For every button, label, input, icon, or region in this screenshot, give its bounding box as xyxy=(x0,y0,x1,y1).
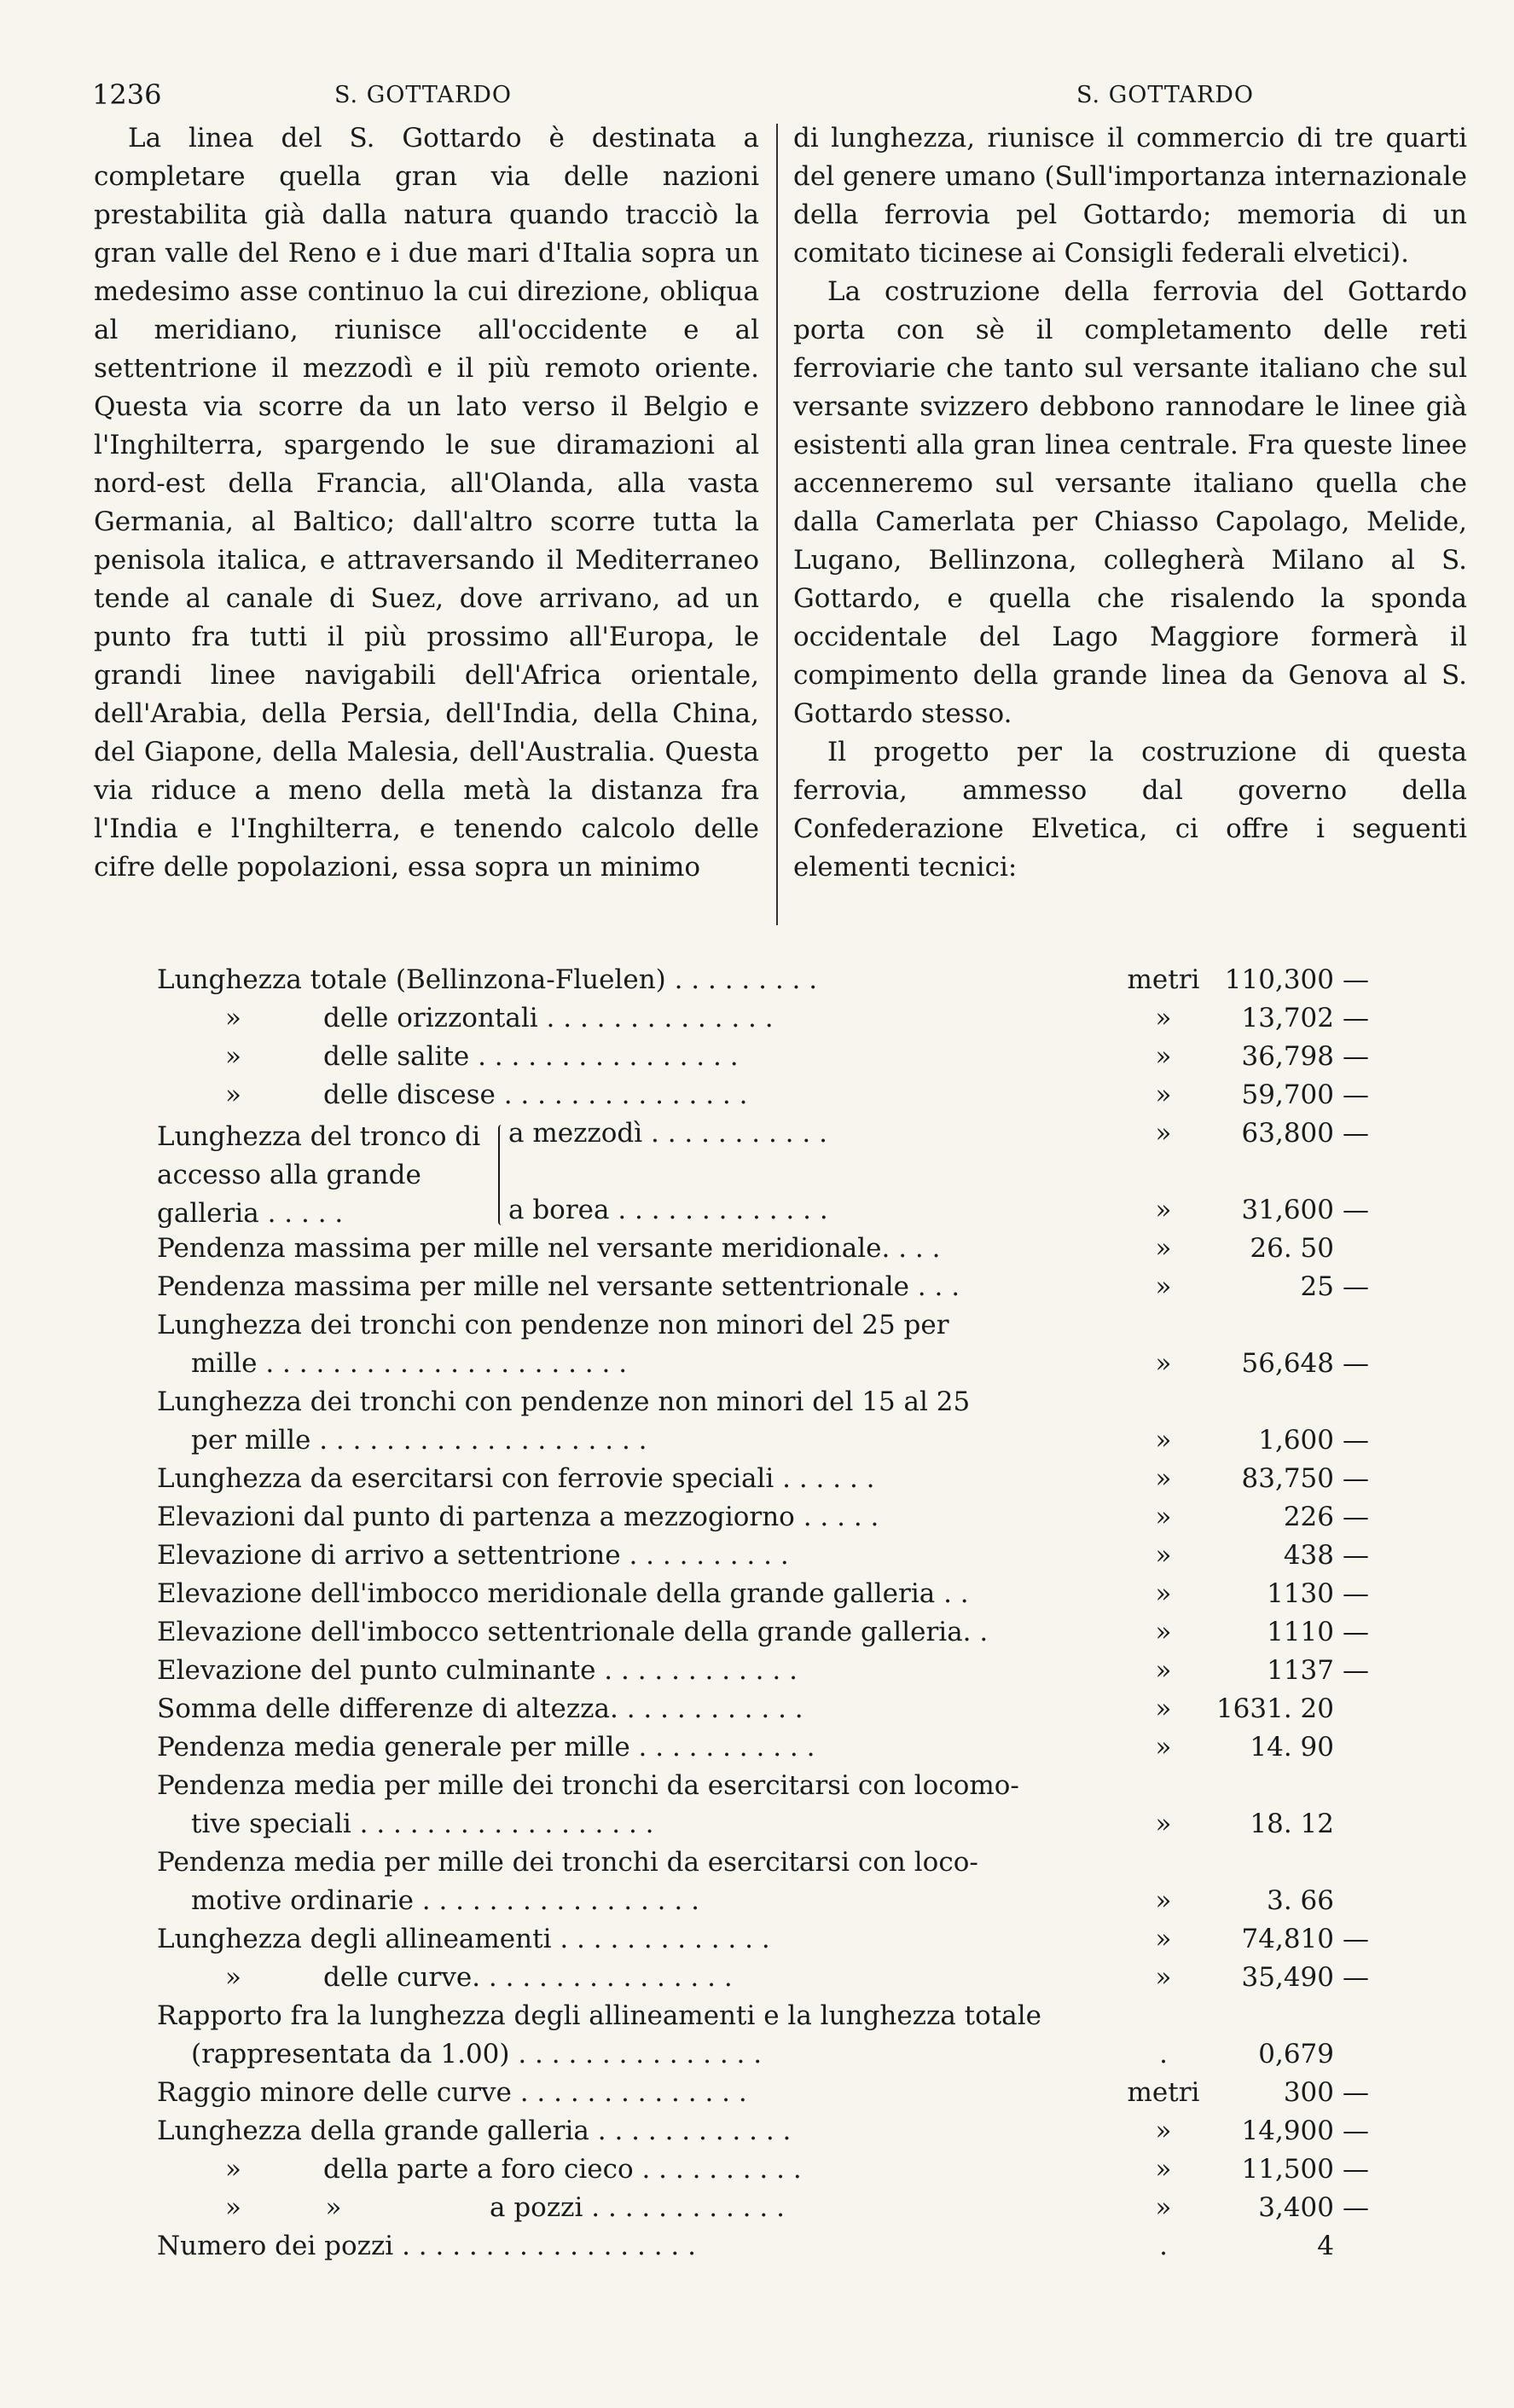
row-value: 1110 xyxy=(1267,1617,1334,1647)
table-row xyxy=(157,2231,1394,2269)
row-tail: — xyxy=(1343,1348,1369,1379)
row-label: Elevazione del punto culminante . . . . . . . . . . . . xyxy=(157,1655,798,1686)
row-unit: » xyxy=(1155,1041,1172,1072)
galleria-label: Lunghezza del tronco di accesso alla grande galleria . . . . . xyxy=(157,1121,481,1229)
row-label: Rapporto fra la lunghezza degli allineamenti e la lunghezza totale xyxy=(157,2000,1042,2031)
row-value: 35,490 xyxy=(1241,1962,1334,1993)
table-row xyxy=(157,1693,1394,1732)
row-label: delle salite . . . . . . . . . . . . . . . . xyxy=(323,1041,739,1072)
table-row xyxy=(157,1809,1394,1847)
row-unit: » xyxy=(1155,1003,1172,1033)
row-unit: » xyxy=(1155,1732,1172,1763)
ditto-mark: » xyxy=(225,1962,241,1993)
brace xyxy=(498,1125,507,1225)
row-unit: » xyxy=(1155,1693,1172,1724)
row-label: motive ordinarie . . . . . . . . . . . . . . . . . xyxy=(191,1885,699,1916)
row-value: 1631. 20 xyxy=(1215,1693,1334,1724)
row-tail: — xyxy=(1343,1271,1369,1302)
table-row xyxy=(157,1386,1394,1425)
row-unit: » xyxy=(1155,1924,1172,1954)
row-value: 74,810 xyxy=(1241,1924,1334,1954)
row-label: Elevazione dell'imbocco settentrionale della grande galleria. . xyxy=(157,1617,989,1647)
left-column xyxy=(94,119,759,887)
row-label: Pendenza media per mille dei tronchi da esercitarsi con loco- xyxy=(157,1847,978,1878)
row-value: 438 xyxy=(1283,1540,1334,1571)
row-tail: — xyxy=(1343,1962,1369,1993)
row-unit: » xyxy=(1155,1502,1172,1532)
table-row xyxy=(157,1617,1394,1655)
row-unit: » xyxy=(1155,2116,1172,2146)
row-tail: — xyxy=(1343,2154,1369,2185)
row-label: per mille . . . . . . . . . . . . . . . . . . . . xyxy=(191,1425,647,1456)
table-row xyxy=(157,1732,1394,1770)
row-value: 14. 90 xyxy=(1250,1732,1334,1763)
row-tail: — xyxy=(1343,1502,1369,1532)
row-label: Lunghezza da esercitarsi con ferrovie speciali . . . . . . xyxy=(157,1463,875,1494)
row-unit: » xyxy=(1155,1962,1172,1993)
row-unit: » xyxy=(1155,1463,1172,1494)
row-label: Numero dei pozzi . . . . . . . . . . . . . . . . . . xyxy=(157,2231,696,2261)
row-value: 0,679 xyxy=(1258,2039,1334,2069)
ditto-mark: » xyxy=(225,1003,241,1033)
row-label: mille . . . . . . . . . . . . . . . . . . . . . . xyxy=(191,1348,628,1379)
table-row xyxy=(157,2077,1394,2116)
ditto-mark: » » xyxy=(225,2192,342,2223)
galleria-south-unit: » xyxy=(1155,1118,1172,1149)
row-value: 226 xyxy=(1283,1502,1334,1532)
row-unit: » xyxy=(1155,1885,1172,1916)
row-tail: — xyxy=(1343,2192,1369,2223)
galleria-access-row xyxy=(157,1118,1394,1233)
table-row xyxy=(157,1655,1394,1693)
row-tail: — xyxy=(1343,1425,1369,1456)
row-value: 1137 xyxy=(1267,1655,1334,1686)
row-label: Lunghezza totale (Bellinzona-Fluelen) . . . . . . . . . xyxy=(157,964,818,995)
row-tail: — xyxy=(1343,1003,1369,1033)
row-unit: » xyxy=(1155,1809,1172,1839)
row-tail: — xyxy=(1343,1617,1369,1647)
row-value: 14,900 xyxy=(1241,2116,1334,2146)
row-value: 1,600 xyxy=(1258,1425,1334,1456)
galleria-north-value: 31,600 xyxy=(1241,1195,1334,1225)
table-row xyxy=(157,1041,1394,1080)
row-unit: » xyxy=(1155,1578,1172,1609)
row-label: delle curve. . . . . . . . . . . . . . . . xyxy=(323,1962,733,1993)
row-unit: » xyxy=(1155,1617,1172,1647)
table-row xyxy=(157,1310,1394,1348)
galleria-north-label: a borea . . . . . . . . . . . . . xyxy=(508,1195,828,1225)
row-tail: — xyxy=(1343,1080,1369,1110)
row-unit: . xyxy=(1159,2231,1168,2261)
right-paragraph-2: La costruzione della ferrovia del Gottardo porta con sè il completamento delle reti ferroviarie che tanto sul versante italiano che sul versante svizzero debbono rannodare le linee già esistenti alla gran linea centrale. Fra queste linee accenneremo sul versante italiano quella che dalla Camerlata per Chiasso Capolago, Melide, Lugano, Bellinzona, collegherà Milano al S. Gottardo, e quella che risalendo la sponda occidentale del Lago Maggiore formerà il compimento della grande linea da Genova al S. Gottardo stesso. xyxy=(793,276,1467,729)
row-value: 56,648 xyxy=(1241,1348,1334,1379)
ditto-mark: » xyxy=(225,1041,241,1072)
row-label: Elevazione di arrivo a settentrione . . . . . . . . . . xyxy=(157,1540,789,1571)
row-value: 300 xyxy=(1283,2077,1334,2108)
table-section-a xyxy=(157,964,1394,1118)
table-row xyxy=(157,2000,1394,2039)
row-label: Pendenza media generale per mille . . . . . . . . . . . xyxy=(157,1732,815,1763)
running-head-right: S. GOTTARDO xyxy=(1076,82,1255,108)
table-row xyxy=(157,1080,1394,1118)
row-label: Elevazioni dal punto di partenza a mezzogiorno . . . . . xyxy=(157,1502,879,1532)
row-value: 1130 xyxy=(1267,1578,1334,1609)
row-label: Lunghezza dei tronchi con pendenze non minori del 15 al 25 xyxy=(157,1386,971,1417)
table-row xyxy=(157,1271,1394,1310)
column-divider xyxy=(776,124,778,925)
table-row xyxy=(157,1540,1394,1578)
row-unit: » xyxy=(1155,1348,1172,1379)
row-label: Pendenza massima per mille nel versante settentrionale . . . xyxy=(157,1271,960,1302)
row-unit: » xyxy=(1155,1080,1172,1110)
running-head-left: S. GOTTARDO xyxy=(334,82,513,108)
row-label: delle orizzontali . . . . . . . . . . . . . . xyxy=(323,1003,774,1033)
table-row xyxy=(157,1847,1394,1885)
table-row xyxy=(157,1463,1394,1502)
row-value: 13,702 xyxy=(1241,1003,1334,1033)
row-value: 36,798 xyxy=(1241,1041,1334,1072)
row-value: 4 xyxy=(1317,2231,1334,2261)
row-value: 83,750 xyxy=(1241,1463,1334,1494)
row-label: Lunghezza della grande galleria . . . . . . . . . . . . xyxy=(157,2116,792,2146)
row-value: 25 xyxy=(1300,1271,1334,1302)
row-unit: » xyxy=(1155,1655,1172,1686)
row-label: a pozzi . . . . . . . . . . . . xyxy=(490,2192,785,2223)
row-label: Pendenza media per mille dei tronchi da esercitarsi con locomo- xyxy=(157,1770,1019,1801)
table-row xyxy=(157,1425,1394,1463)
table-row xyxy=(157,2192,1394,2231)
row-value: 3,400 xyxy=(1258,2192,1334,2223)
row-label: Elevazione dell'imbocco meridionale della grande galleria . . xyxy=(157,1578,969,1609)
ditto-mark: » xyxy=(225,2154,241,2185)
row-tail: — xyxy=(1343,2116,1369,2146)
row-tail: — xyxy=(1343,2077,1369,2108)
row-value: 59,700 xyxy=(1241,1080,1334,1110)
row-tail: — xyxy=(1343,1655,1369,1686)
technical-data-table xyxy=(157,964,1394,2269)
galleria-south-dash: — xyxy=(1343,1118,1369,1149)
row-unit: » xyxy=(1155,2192,1172,2223)
row-label: (rappresentata da 1.00) . . . . . . . . . . . . . . . xyxy=(191,2039,763,2069)
left-paragraph: La linea del S. Gottardo è destinata a completare quella gran via delle nazioni prestabilita già dalla natura quando tracciò la gran valle del Reno e i due mari d'Italia sopra un medesimo asse continuo la cui direzione, obliqua al meridiano, riunisce all'occidente e al settentrione il mezzodì e il più remoto oriente. Questa via scorre da un lato verso il Belgio e l'Inghilterra, spargendo le sue diramazioni al nord-est della Francia, all'Olanda, alla vasta Germania, al Baltico; dall'altro scorre tutta la penisola italica, e attraversando il Mediterraneo tende al canale di Suez, dove arrivano, ad un punto fra tutti il più prossimo all'Europa, le grandi linee navigabili dell'Africa orientale, dell'Arabia, della Persia, dell'India, della China, del Giapone, della Malesia, dell'Australia. Questa via riduce a meno della metà la distanza fra l'India e l'Inghilterra, e tenendo calcolo delle cifre delle popolazioni, essa sopra un minimo xyxy=(94,123,759,883)
row-value: 110,300 xyxy=(1224,964,1334,995)
row-tail: — xyxy=(1343,1924,1369,1954)
table-row xyxy=(157,1578,1394,1617)
row-label: Raggio minore delle curve . . . . . . . . . . . . . . xyxy=(157,2077,747,2108)
row-label: Pendenza massima per mille nel versante meridionale. . . . xyxy=(157,1233,941,1264)
row-unit: metri xyxy=(1127,964,1200,995)
row-label: tive speciali . . . . . . . . . . . . . . . . . . xyxy=(191,1809,654,1839)
row-unit: » xyxy=(1155,1540,1172,1571)
row-value: 18. 12 xyxy=(1250,1809,1334,1839)
ditto-mark: » xyxy=(225,1080,241,1110)
table-row xyxy=(157,2116,1394,2154)
right-paragraph-3: Il progetto per la costruzione di questa ferrovia, ammesso dal governo della Confederazione Elvetica, ci offre i seguenti elementi tecnici: xyxy=(793,737,1467,883)
row-tail: — xyxy=(1343,964,1369,995)
row-unit: metri xyxy=(1127,2077,1200,2108)
right-paragraph-1: di lunghezza, riunisce il commercio di tre quarti del genere umano (Sull'importanza internazionale della ferrovia pel Gottardo; memoria di un comitato ticinese ai Consigli federali elvetici). xyxy=(793,123,1467,269)
table-section-b xyxy=(157,1233,1394,2269)
right-column xyxy=(793,119,1467,887)
row-tail: — xyxy=(1343,1578,1369,1609)
row-value: 26. 50 xyxy=(1250,1233,1334,1264)
row-label: della parte a foro cieco . . . . . . . . . . xyxy=(323,2154,802,2185)
table-row xyxy=(157,2039,1394,2077)
table-row xyxy=(157,1770,1394,1809)
row-tail: — xyxy=(1343,1463,1369,1494)
row-unit: » xyxy=(1155,2154,1172,2185)
table-row xyxy=(157,1885,1394,1924)
page-number: 1236 xyxy=(92,78,162,111)
table-row xyxy=(157,2154,1394,2192)
row-label: delle discese . . . . . . . . . . . . . . . xyxy=(323,1080,748,1110)
galleria-south-value: 63,800 xyxy=(1241,1118,1334,1149)
table-row xyxy=(157,1962,1394,2000)
table-row xyxy=(157,1233,1394,1271)
row-unit: » xyxy=(1155,1271,1172,1302)
row-unit: » xyxy=(1155,1425,1172,1456)
table-row xyxy=(157,1348,1394,1386)
table-row xyxy=(157,1003,1394,1041)
table-row xyxy=(157,1924,1394,1962)
row-tail: — xyxy=(1343,1041,1369,1072)
row-label: Lunghezza dei tronchi con pendenze non minori del 25 per xyxy=(157,1310,949,1340)
table-row xyxy=(157,1502,1394,1540)
row-tail: — xyxy=(1343,1540,1369,1571)
row-label: Somma delle differenze di altezza. . . . . . . . . . . . xyxy=(157,1693,803,1724)
table-row xyxy=(157,964,1394,1003)
galleria-north-dash: — xyxy=(1343,1195,1369,1225)
row-unit: . xyxy=(1159,2039,1168,2069)
row-value: 3. 66 xyxy=(1267,1885,1334,1916)
row-value: 11,500 xyxy=(1241,2154,1334,2185)
galleria-south-label: a mezzodì . . . . . . . . . . . xyxy=(508,1118,827,1149)
row-unit: » xyxy=(1155,1233,1172,1264)
row-label: Lunghezza degli allineamenti . . . . . . . . . . . . . xyxy=(157,1924,770,1954)
galleria-north-unit: » xyxy=(1155,1195,1172,1225)
